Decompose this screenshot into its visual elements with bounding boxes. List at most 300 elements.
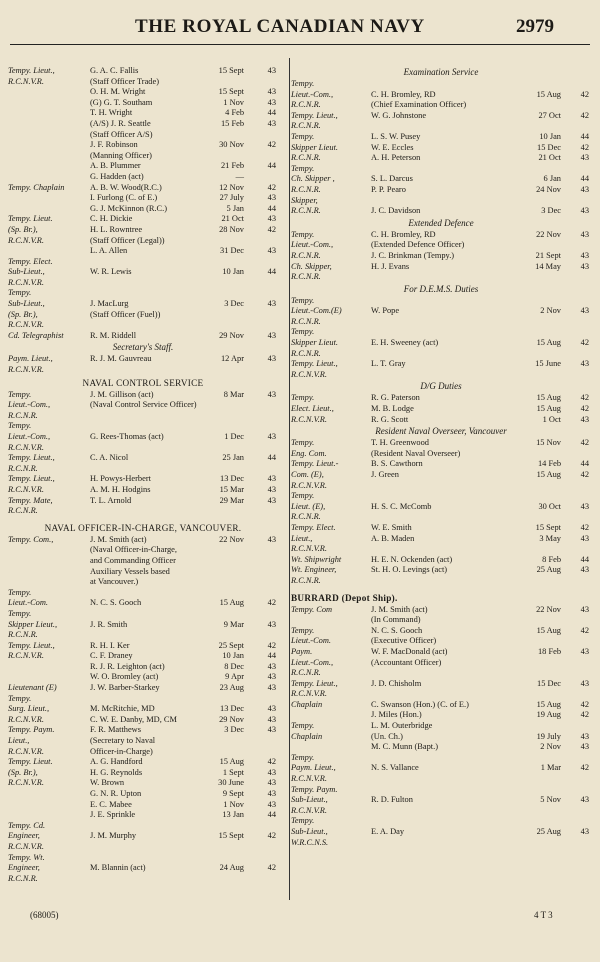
- entry-line: [8, 747, 278, 758]
- subsection-heading: D/G Duties: [420, 381, 462, 392]
- page-header: [0, 14, 600, 44]
- rank-label: R.C.N.V.R.: [8, 714, 44, 724]
- entry-line: [291, 164, 591, 175]
- entry-line: [8, 288, 278, 299]
- rank-label: Tempy.: [291, 393, 315, 403]
- rank-label: W.R.C.N.S.: [291, 837, 329, 847]
- seniority-date: 9 Sept: [222, 789, 244, 798]
- section-heading: BURRARD (Depot Ship).: [291, 592, 398, 603]
- entry-line: [8, 725, 278, 736]
- rank-label: R.C.N.V.R.: [8, 320, 44, 330]
- seniority-year: 43: [267, 214, 276, 224]
- entry-line: [291, 459, 591, 470]
- officer-name: C. A. Nicol: [90, 453, 129, 463]
- entry-line: [8, 299, 278, 310]
- entry-line: [8, 789, 278, 800]
- seniority-year: 42: [267, 224, 276, 234]
- entry-line: [291, 230, 591, 241]
- officer-name: (Accountant Officer): [371, 657, 442, 667]
- rank-label: Tempy.: [8, 288, 32, 298]
- officer-name: J. M. Gillison (act): [90, 389, 154, 399]
- rank-label: Lieutenant (E): [8, 683, 57, 693]
- rank-label: Ch. Skipper ,: [291, 174, 335, 184]
- seniority-date: 3 Dec: [224, 299, 244, 309]
- entry-line: [291, 100, 591, 111]
- entry-line: [8, 778, 278, 789]
- seniority-date: 22 Nov: [219, 534, 244, 544]
- seniority-year: 43: [267, 767, 276, 777]
- seniority-date: 15 Sept: [218, 831, 244, 841]
- seniority-date: 31 Dec: [220, 246, 244, 256]
- entry-line: [291, 679, 591, 690]
- entry-line: [291, 327, 591, 338]
- rank-label: R.C.N.R.: [291, 316, 321, 326]
- officer-name: J. D. Chisholm: [371, 678, 422, 688]
- rank-label: Tempy.: [291, 295, 315, 305]
- seniority-date: 5 Nov: [540, 795, 561, 805]
- officer-name: A. H. Peterson: [371, 153, 421, 163]
- rank-label: Surg. Lieut.,: [8, 704, 50, 714]
- rank-label: Tempy.: [8, 693, 32, 703]
- entry-line: [8, 193, 278, 204]
- entry-line: [291, 143, 591, 154]
- entry-line: [8, 800, 278, 811]
- seniority-date: 25 Jan: [222, 453, 244, 463]
- entry-line: [8, 453, 278, 464]
- rank-label: Tempy. Paym.: [8, 725, 55, 735]
- seniority-date: 15 Aug: [536, 338, 561, 348]
- officer-name: J. M. Murphy: [90, 831, 137, 841]
- entry-line: [291, 415, 591, 426]
- officer-name: W. G. Johnstone: [371, 110, 427, 120]
- officer-name: W. O. Bromley (act): [90, 672, 159, 682]
- officer-name: R. G. Paterson: [371, 393, 420, 403]
- rank-label: Lieut.-Com.,: [291, 657, 334, 667]
- entry-line: [291, 185, 591, 196]
- officer-name: J. E. Sprinkle: [90, 810, 136, 820]
- entry-line: [8, 588, 278, 599]
- entry-line: [291, 668, 591, 679]
- seniority-date: 19 July: [536, 731, 561, 741]
- entry-line: [291, 689, 591, 700]
- seniority-year: 44: [580, 174, 589, 184]
- seniority-date: 25 Aug: [536, 827, 561, 836]
- seniority-date: 21 Feb: [220, 161, 244, 171]
- entry-line: [8, 225, 278, 236]
- officer-name: H. Powys-Herbert: [90, 474, 151, 484]
- entry-line: [8, 464, 278, 475]
- seniority-year: 42: [580, 522, 589, 532]
- footer-signature: 4 T 3: [534, 910, 553, 920]
- seniority-date: 15 Dec: [537, 142, 561, 152]
- entry-line: [291, 272, 591, 283]
- rank-label: Chaplain: [291, 699, 323, 709]
- entry-line: [8, 204, 278, 215]
- entry-line: [8, 390, 278, 401]
- seniority-date: 15 Sept: [535, 522, 561, 532]
- entry-line: [8, 485, 278, 496]
- officer-name: R. J. M. Gauvreau: [90, 354, 152, 364]
- seniority-date: 15 Dec: [537, 678, 561, 688]
- officer-name: at Vancouver.): [90, 577, 139, 587]
- rank-label: Skipper Lieut.,: [8, 619, 58, 629]
- officer-name: C. F. Draney: [90, 651, 133, 661]
- entry-line: [8, 278, 278, 289]
- seniority-date: 15 June: [535, 359, 561, 369]
- seniority-year: 44: [580, 554, 589, 564]
- seniority-year: 43: [580, 678, 589, 688]
- rank-label: Tempy. Lieut.,: [291, 678, 338, 688]
- entry-line: [8, 236, 278, 247]
- entry-line: [8, 736, 278, 747]
- entry-line: [8, 267, 278, 278]
- entry-line: [8, 151, 278, 162]
- entry-line: [8, 432, 278, 443]
- seniority-year: 43: [267, 683, 276, 693]
- officer-name: N. C. S. Gooch: [371, 625, 423, 635]
- entry-line: [291, 806, 591, 817]
- rank-label: Lieut.-Com.: [291, 636, 332, 646]
- column-divider: [289, 58, 290, 900]
- entry-line: [8, 257, 278, 268]
- rank-label: Chaplain: [291, 731, 323, 741]
- seniority-year: 43: [580, 501, 589, 511]
- seniority-year: 43: [580, 359, 589, 369]
- entry-line: [8, 496, 278, 507]
- seniority-year: 43: [580, 306, 589, 316]
- seniority-year: 43: [267, 534, 276, 544]
- entry-line: [8, 545, 278, 556]
- seniority-year: 42: [580, 763, 589, 773]
- rank-label: R.C.N.R.: [291, 121, 321, 131]
- officer-name: A. B. Maden: [371, 533, 415, 543]
- officer-name: A. M. H. Hodgins: [90, 484, 151, 494]
- seniority-date: 30 June: [218, 778, 244, 788]
- rank-label: Tempy.: [291, 438, 315, 448]
- seniority-year: 43: [580, 604, 589, 614]
- entry-line: [8, 651, 278, 662]
- officer-name: (Naval Control Service Officer): [90, 400, 197, 410]
- seniority-year: 43: [580, 533, 589, 543]
- seniority-year: 43: [267, 87, 276, 97]
- entry-line: [291, 206, 591, 217]
- rank-label: Lieut.-Com.,: [291, 240, 334, 250]
- rank-label: Tempy. Cd.: [8, 820, 46, 830]
- entry-line: [291, 763, 591, 774]
- seniority-date: 1 Nov: [223, 799, 244, 809]
- seniority-date: 15 Feb: [220, 118, 244, 128]
- seniority-date: 3 Dec: [541, 206, 561, 216]
- officer-name: A. B. Plummer: [90, 161, 141, 171]
- rank-label: R.C.N.R.: [291, 272, 321, 282]
- officer-name: F. R. Matthews: [90, 725, 141, 735]
- rank-label: R.C.N.V.R.: [8, 746, 44, 756]
- officer-name: L. M. Outerbridge: [371, 721, 433, 731]
- entry-line: [8, 246, 278, 257]
- entry-line: [291, 251, 591, 262]
- rank-label: (Sp. Br.),: [8, 767, 38, 777]
- officer-name: R. J. R. Leighton (act): [90, 661, 165, 671]
- rank-label: Skipper Lieut.: [291, 142, 338, 152]
- seniority-date: 1 Sept: [222, 767, 244, 777]
- seniority-date: 22 Nov: [536, 604, 561, 614]
- seniority-date: 15 Mar: [219, 484, 244, 494]
- rank-label: Paym.: [291, 646, 313, 656]
- officer-name: H. G. Reynolds: [90, 767, 143, 777]
- entry-line: [291, 404, 591, 415]
- entry-line: [8, 130, 278, 141]
- rank-label: Tempy. Lieut.,: [8, 66, 55, 75]
- entry-line: [291, 132, 591, 143]
- seniority-year: 42: [267, 863, 276, 873]
- seniority-year: 43: [580, 646, 589, 656]
- rank-label: Tempy.: [8, 608, 32, 618]
- seniority-date: 15 Aug: [536, 470, 561, 479]
- entry-line: [8, 567, 278, 578]
- rank-label: Paym. Lieut.,: [8, 354, 53, 364]
- footer-code: (68005): [30, 910, 59, 920]
- rank-label: R.C.N.V.R.: [8, 484, 44, 494]
- seniority-year: 42: [580, 89, 589, 99]
- entry-line: [291, 576, 591, 587]
- entry-line: [8, 119, 278, 130]
- seniority-year: 44: [267, 108, 276, 118]
- seniority-year: 43: [580, 565, 589, 575]
- seniority-date: 9 Apr: [225, 672, 244, 682]
- rank-label: Elect. Lieut.,: [291, 404, 334, 414]
- seniority-date: 24 Nov: [536, 184, 561, 194]
- rank-label: R.C.N.V.R.: [291, 689, 327, 699]
- rank-label: R.C.N.R.: [291, 100, 321, 110]
- entry-line: [291, 795, 591, 806]
- seniority-date: 15 Aug: [219, 598, 244, 608]
- entry-line: [291, 838, 591, 849]
- rank-label: R.C.N.R.: [291, 668, 321, 678]
- seniority-year: 43: [267, 495, 276, 505]
- entry-line: [8, 214, 278, 225]
- seniority-date: 15 Aug: [536, 89, 561, 99]
- entry-line: [291, 534, 591, 545]
- officer-name: R. M. Riddell: [90, 330, 137, 340]
- officer-name: G. Hadden (act): [90, 171, 144, 181]
- officer-name: H. L. Rowntree: [90, 224, 143, 234]
- rank-label: Sub-Lieut.,: [291, 827, 328, 836]
- seniority-year: 42: [580, 699, 589, 709]
- rank-label: Cd. Telegraphist: [8, 330, 64, 340]
- seniority-date: 3 May: [539, 533, 561, 543]
- entry-line: [8, 609, 278, 620]
- rank-label: Lieut.-Com.,: [8, 432, 51, 441]
- officer-name: (A/S) J. R. Seattle: [90, 118, 151, 128]
- entry-line: [291, 785, 591, 796]
- entry-line: [8, 354, 278, 365]
- officer-name: M. Blannin (act): [90, 863, 146, 873]
- rank-label: Tempy. Lieut.,: [291, 110, 338, 120]
- officer-name: J. C. Davidson: [371, 206, 421, 216]
- entry-line: [291, 491, 591, 502]
- entry-line: [8, 172, 278, 183]
- officer-name: and Commanding Officer: [90, 555, 176, 565]
- left-column: [8, 66, 278, 884]
- officer-name: L. A. Allen: [90, 246, 128, 256]
- rank-label: R.C.N.R.: [8, 873, 38, 883]
- entry-line: [8, 863, 278, 874]
- officer-name: R. G. Scott: [371, 414, 409, 424]
- seniority-date: 1 Mar: [540, 763, 561, 773]
- rank-label: R.C.N.R.: [8, 630, 38, 640]
- seniority-year: 44: [267, 651, 276, 661]
- seniority-date: 8 Feb: [542, 554, 561, 564]
- rank-label: Tempy.: [8, 389, 32, 399]
- officer-name: A. G. Handford: [90, 757, 143, 767]
- entry-line: [8, 768, 278, 779]
- seniority-year: 43: [267, 193, 276, 203]
- rank-label: Sub-Lieut.,: [8, 267, 45, 277]
- officer-name: W. E. Smith: [371, 522, 412, 532]
- entry-line: [291, 647, 591, 658]
- seniority-date: 15 Sept: [218, 66, 244, 75]
- seniority-year: 43: [267, 330, 276, 340]
- seniority-year: 43: [267, 354, 276, 364]
- seniority-year: 43: [267, 714, 276, 724]
- seniority-year: 42: [580, 142, 589, 152]
- rank-label: R.C.N.V.R.: [8, 442, 44, 452]
- seniority-year: 43: [580, 153, 589, 163]
- seniority-date: 25 Sept: [218, 640, 244, 650]
- entry-line: [8, 535, 278, 546]
- officer-name: T. L. Arnold: [90, 495, 132, 505]
- seniority-year: 43: [580, 261, 589, 271]
- seniority-date: 10 Jan: [222, 267, 244, 277]
- seniority-date: 27 July: [219, 193, 244, 203]
- rank-label: Tempy. Lieut.,: [8, 640, 55, 650]
- rank-label: Tempy. Com: [291, 604, 333, 614]
- entry-line: [8, 853, 278, 864]
- seniority-date: 4 Feb: [225, 108, 244, 118]
- seniority-year: 43: [267, 799, 276, 809]
- entry-line: [291, 827, 591, 838]
- officer-name: (Staff Officer Trade): [90, 76, 159, 86]
- rank-label: R.C.N.R.: [8, 463, 38, 473]
- entry-line: [8, 630, 278, 641]
- officer-name: G. N. R. Upton: [90, 789, 142, 798]
- seniority-year: 42: [580, 438, 589, 448]
- seniority-year: 42: [267, 831, 276, 841]
- entry-line: [291, 370, 591, 381]
- entry-line: [8, 506, 278, 517]
- officer-name: C. H. Dickie: [90, 214, 133, 224]
- seniority-date: 22 Nov: [536, 229, 561, 239]
- seniority-year: 43: [580, 250, 589, 260]
- officer-name: H. S. C. McComb: [371, 501, 432, 511]
- rank-label: Tempy. Chaplain: [8, 182, 65, 192]
- seniority-date: 30 Nov: [219, 140, 244, 150]
- seniority-date: 15 Nov: [536, 438, 561, 448]
- rank-label: Tempy. Com.,: [8, 534, 54, 544]
- entry-line: [8, 556, 278, 567]
- seniority-date: 2 Nov: [540, 306, 561, 316]
- header-rule: [10, 44, 590, 45]
- officer-name: M. McRitchie, MD: [90, 704, 155, 714]
- officer-name: C. H. Bromley, RD: [371, 89, 436, 99]
- entry-line: [291, 296, 591, 307]
- seniority-year: 43: [267, 97, 276, 107]
- officer-name: W. Pope: [371, 306, 400, 316]
- seniority-year: 43: [267, 484, 276, 494]
- entry-line: [291, 317, 591, 328]
- entry-line: [291, 816, 591, 827]
- rank-label: R.C.N.R.: [291, 206, 321, 216]
- entry-line: [8, 108, 278, 119]
- entry-line: [8, 98, 278, 109]
- seniority-year: 43: [267, 299, 276, 309]
- entry-line: [291, 438, 591, 449]
- officer-name: T. H. Greenwood: [371, 438, 429, 448]
- seniority-year: 43: [267, 118, 276, 128]
- rank-label: Tempy. Mate,: [8, 495, 53, 505]
- entry-line: [8, 831, 278, 842]
- entry-line: [8, 620, 278, 631]
- seniority-date: 1 Oct: [542, 414, 561, 424]
- rank-label: R.C.N.R.: [291, 153, 321, 163]
- officer-name: St. H. O. Levings (act): [371, 565, 448, 575]
- entry-line: [8, 577, 278, 588]
- officer-name: (Secretary to Naval: [90, 736, 156, 746]
- officer-name: J. Green: [371, 470, 399, 479]
- rank-label: Wt. Engineer,: [291, 565, 337, 575]
- rank-label: Lieut.-Com.,: [291, 89, 334, 99]
- officer-name: (Manning Officer): [90, 150, 152, 160]
- officer-name: (Staff Officer A/S): [90, 129, 153, 139]
- officer-name: A. B. W. Wood(R.C.): [90, 182, 162, 192]
- seniority-year: 42: [580, 710, 589, 720]
- subsection-heading: Resident Naval Overseer, Vancouver: [375, 426, 507, 437]
- officer-name: J. M. Smith (act): [90, 534, 147, 544]
- seniority-year: 43: [267, 474, 276, 484]
- rank-label: R.C.N.R.: [291, 575, 321, 585]
- entry-line: [8, 411, 278, 422]
- rank-label: R.C.N.R.: [291, 250, 321, 260]
- rank-label: Tempy.: [8, 421, 32, 431]
- seniority-year: 44: [267, 267, 276, 277]
- entry-line: [291, 732, 591, 743]
- officer-name: (G) G. T. Southam: [90, 97, 153, 107]
- seniority-year: 44: [267, 453, 276, 463]
- officer-name: R. D. Fulton: [371, 795, 413, 805]
- seniority-date: 29 Nov: [219, 714, 244, 724]
- seniority-year: 44: [267, 203, 276, 213]
- seniority-year: 43: [267, 778, 276, 788]
- officer-name: H. J. Evans: [371, 261, 410, 271]
- officer-name: J. C. Brinkman (Tempy.): [371, 250, 455, 260]
- entry-line: [8, 821, 278, 832]
- entry-line: [8, 66, 278, 77]
- officer-name: M. C. Munn (Bapt.): [371, 742, 438, 752]
- entry-line: [8, 365, 278, 376]
- entry-line: [8, 683, 278, 694]
- seniority-date: 30 Oct: [538, 501, 561, 511]
- entry-line: [291, 636, 591, 647]
- seniority-year: 44: [267, 161, 276, 171]
- seniority-year: 43: [267, 619, 276, 629]
- rank-label: R.C.N.V.R.: [291, 414, 327, 424]
- subsection-heading: Secretary's Staff.: [112, 342, 174, 353]
- rank-label: R.C.N.V.R.: [291, 544, 327, 554]
- rank-label: R.C.N.V.R.: [8, 841, 44, 851]
- seniority-date: 21 Oct: [221, 214, 244, 224]
- officer-name: G. J. McKinnon (R.C.): [90, 203, 168, 213]
- officer-name: E. A. Day: [371, 827, 405, 836]
